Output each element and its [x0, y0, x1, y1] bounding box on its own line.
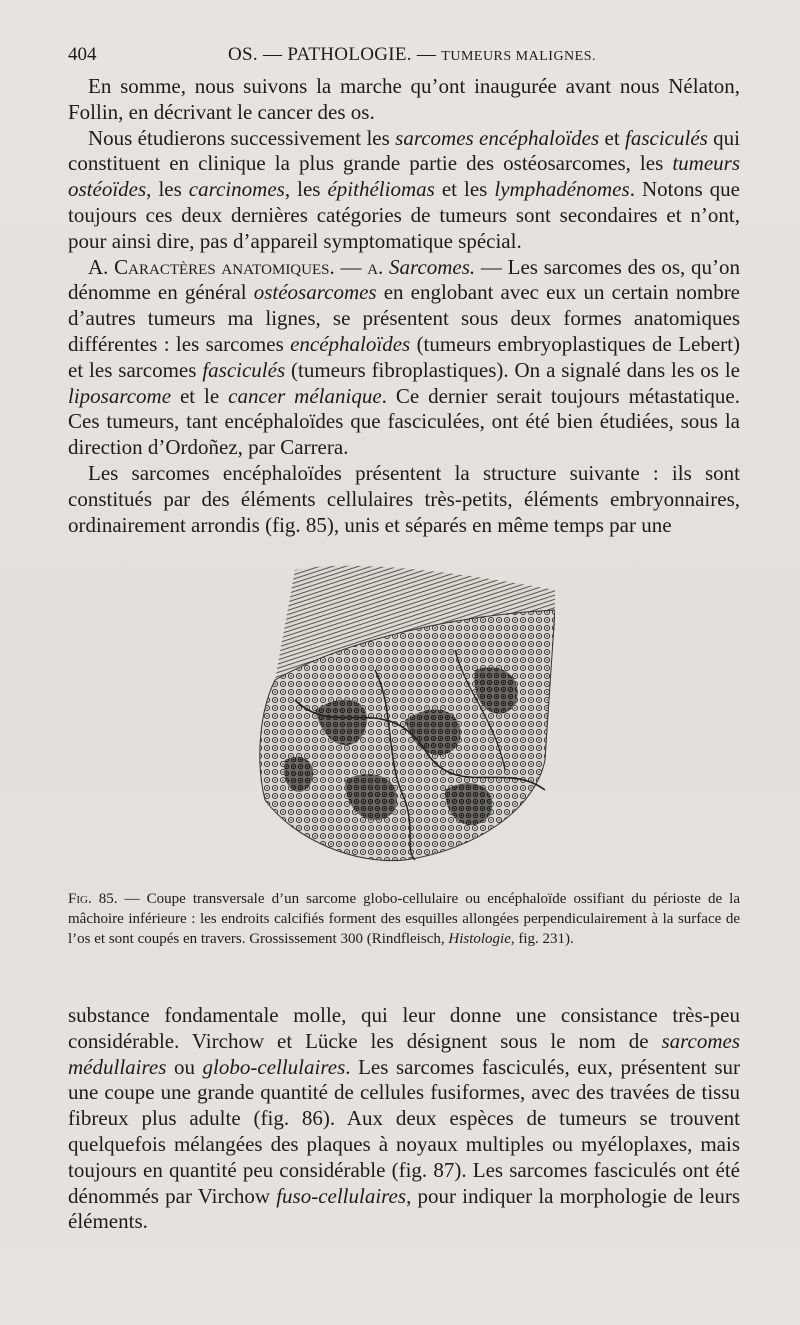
text-run: — Les sarcomes des os, qu’on dénomme en général: [68, 254, 740, 305]
caption-text: — Coupe transversale d’un sarcome globo-cellulaire ou encéphaloïde ossifiant du périoste de la mâchoire inférieure : les endroits calcifiés forment des esquilles allongées perpendiculairement à la surface de l’os et sont coupés en travers. Grossissement 300 (Rindfleisch,: [68, 891, 740, 947]
section-heading: A. Caractères anatomiques. — a.: [88, 254, 390, 279]
text-run: . Les sarcomes fasciculés, eux, présentent sur une coupe une grande quantité de cellules fusiformes, avec des travées de tissu fibreux plus adulte (fig. 86). Aux deux espèces de tumeurs se trouvent quelquefois mélangées des plaques à noyaux multiples ou myéloplaxes, mais toujours en quantité peu considérable (fig. 87). Les sarcomes fasciculés ont été dénommés par Virchow: [68, 1054, 740, 1208]
italic-term: tumeurs ostéoïdes: [68, 151, 740, 202]
text-run: (tumeurs fibroplastiques). On a signalé dans les os le: [285, 357, 740, 382]
paragraph-substance: [68, 1003, 740, 1235]
italic-term: ostéosarcomes: [253, 280, 377, 305]
figure-85-illustration: [255, 560, 555, 872]
text-run: substance fondamentale molle, qui leur donne une consistance très-peu considérable. Virchow et Lücke les désignent sous le nom de: [68, 1003, 740, 1053]
histology-engraving: [255, 560, 555, 872]
running-title: [228, 44, 596, 66]
paragraph-somme: En somme, nous suivons la marche qu’ont inaugurée avant nous Nélaton, Follin, en décrivant le cancer des os.: [68, 74, 740, 124]
text-run: en englobant avec eux un certain nombre d’autres tumeurs ma lignes, se présentent sous deux formes anatomiques différentes : les sarcomes: [68, 280, 741, 356]
caption-text: , fig. 231).: [510, 931, 574, 947]
running-title-part2: TUMEURS MALIGNES.: [441, 49, 597, 64]
text-run: . Ce dernier serait toujours métastatique. Ces tumeurs, tant encéphaloïdes que fasciculées, ont été bien étudiées, sous la direction d’Ordoñez, par Carrera.: [68, 383, 740, 460]
italic-term: cancer mélanique: [228, 383, 382, 408]
italic-term: globo-cellulaires: [202, 1054, 346, 1079]
body-text-bottom: [68, 1003, 740, 1235]
text-run: Nous étudierons successivement les: [88, 125, 396, 150]
italic-term: encéphaloïdes: [290, 331, 411, 356]
italic-term: lymphadénomes: [494, 177, 630, 202]
page-number: 404: [68, 44, 97, 65]
text-run: et: [599, 125, 625, 150]
italic-term: fasciculés: [625, 125, 708, 150]
italic-term: carcinomes: [188, 177, 285, 202]
italic-term: épithéliomas: [327, 177, 435, 202]
paragraph-caracteres: [68, 255, 740, 461]
text-run: , les: [146, 177, 189, 202]
text-run: , les: [284, 177, 328, 202]
body-text-top: [68, 74, 740, 538]
text-run: . Notons que toujours ces deux dernières catégories de tumeurs sont secondaires et n’ont, pour ainsi dire, pas d’appareil symptomatique spécial.: [68, 177, 740, 253]
text-run: ou: [166, 1054, 203, 1079]
running-header: [68, 44, 740, 72]
text-run: et les: [434, 177, 495, 202]
italic-term: Sarcomes.: [389, 254, 476, 279]
text-run: qui constituent en clinique la plus grande partie des ostéosarcomes, les: [68, 125, 740, 176]
paragraph-etudierons: [68, 126, 740, 255]
paragraph-structure: Les sarcomes encéphaloïdes présentent la structure suivante : ils sont constitués par des éléments cellulaires très-petits, éléments embryonnaires, ordinairement arrondis (fig. 85), unis et séparés en même temps par une: [68, 460, 740, 537]
text-run: (tumeurs embryoplastiques de Lebert) et les sarcomes: [68, 331, 740, 382]
italic-term: liposarcome: [68, 383, 172, 408]
italic-term: fasciculés: [202, 357, 286, 382]
italic-term: sarcomes médullaires: [68, 1028, 740, 1079]
italic-term: fuso-cellulaires: [276, 1183, 407, 1208]
running-title-part1: OS. — PATHOLOGIE. —: [228, 44, 437, 65]
text-run: et le: [171, 383, 229, 408]
text-run: , pour indiquer la morphologie de leurs éléments.: [68, 1183, 740, 1234]
figure-caption: [68, 889, 740, 949]
italic-term: sarcomes encéphaloïdes: [395, 125, 600, 150]
caption-italic: Histologie: [448, 931, 511, 947]
caption-label: Fig. 85.: [68, 891, 118, 907]
